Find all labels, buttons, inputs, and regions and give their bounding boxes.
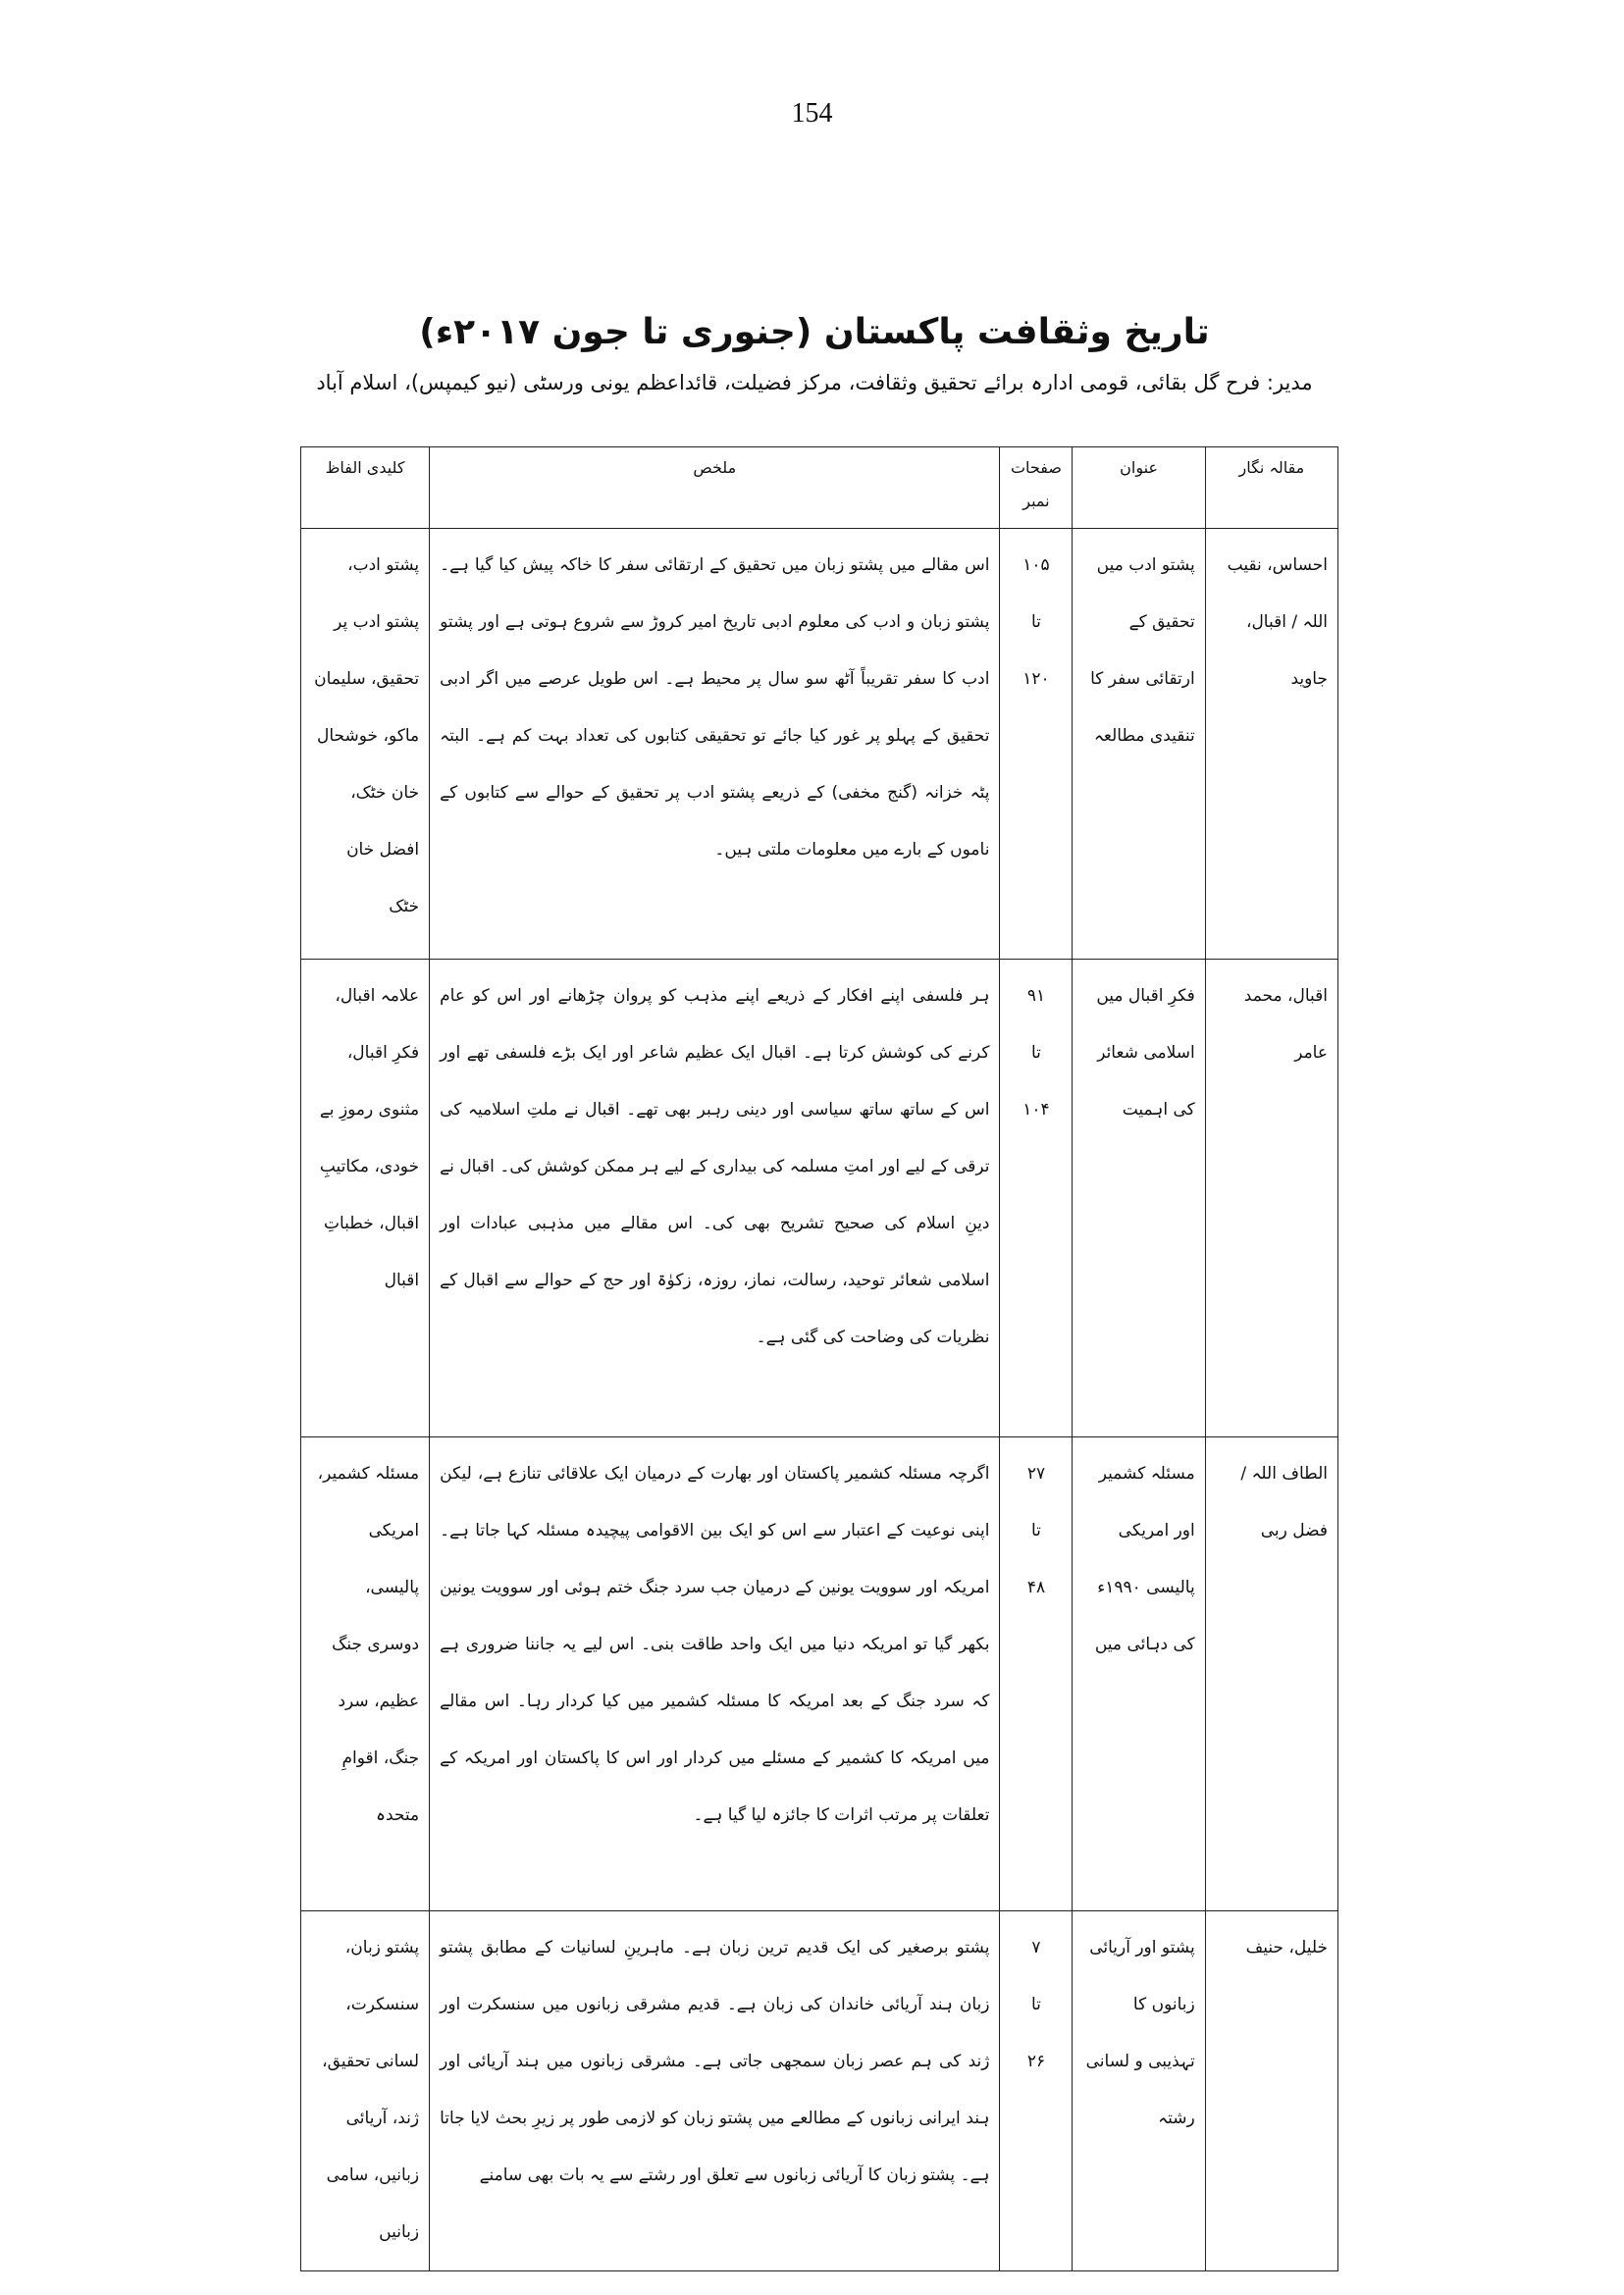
- pages-to: ۴۸: [1026, 1578, 1046, 1597]
- cell-author: خلیل، حنیف: [1205, 1911, 1337, 2271]
- cell-keywords: علامہ اقبال، فکرِ اقبال، مثنوی رموزِ بے خودی، مکاتیبِ اقبال، خطباتِ اقبال: [301, 960, 430, 1437]
- pages-separator: تا: [1030, 1043, 1041, 1063]
- header-title: عنوان: [1073, 447, 1205, 529]
- cell-summary: اس مقالے میں پشتو زبان میں تحقیق کے ارتقائی سفر کا خاکہ پیش کیا گیا ہے۔ پشتو زبان و ادب کی معلوم ادبی تاریخ امیر کروڑ سے شروع ہوتی ہے اور پشتو ادب کا سفر تقریباً آٹھ سو سال پر محیط ہے۔ اس طویل عرصے میں اگر ادبی تحقیق کے پہلو پر غور کیا جائے تو تحقیقی کتابوں کی تعداد بہت کم ہے۔ البتہ پٹہ خزانہ (گنج مخفی) کے ذریعے پشتو ادب پر تحقیق کے حوالے سے کتابوں کے ناموں کے بارے میں معلومات ملتی ہیں۔: [430, 529, 1000, 960]
- pages-separator: تا: [1030, 1995, 1041, 2014]
- pages-separator: تا: [1030, 1521, 1041, 1540]
- header-pages: صفحات نمبر: [1000, 447, 1073, 529]
- table-header-row: [301, 447, 1338, 529]
- header-summary: ملخص: [430, 447, 1000, 529]
- cell-title: مسئلہ کشمیر اور امریکی پالیسی ۱۹۹۰ء کی دہائی میں: [1073, 1437, 1205, 1911]
- articles-table: [300, 446, 1338, 2271]
- pages-from: ۷: [1031, 1938, 1041, 1957]
- cell-author: الطاف اللہ / فضل ربی: [1205, 1437, 1337, 1911]
- cell-pages: [1000, 1911, 1073, 2271]
- cell-title: فکرِ اقبال میں اسلامی شعائر کی اہمیت: [1073, 960, 1205, 1437]
- cell-summary: پشتو برصغیر کی ایک قدیم ترین زبان ہے۔ ماہرینِ لسانیات کے مطابق پشتو زبان ہند آریائی خاندان کی زبان ہے۔ قدیم مشرقی زبانوں میں سنسکرت اور ژند کی ہم عصر زبان سمجھی جاتی ہے۔ مشرقی زبانوں میں ہند آریائی اور ہند ایرانی زبانوں کے مطالعے میں پشتو زبان کو لازمی طور پر زیرِ بحث لایا جاتا ہے۔ پشتو زبان کا آریائی زبانوں سے تعلق اور رشتے سے یہ بات بھی سامنے: [430, 1911, 1000, 2271]
- cell-keywords: پشتو ادب، پشتو ادب پر تحقیق، سلیمان ماکو، خوشحال خان خٹک، افضل خان خٹک: [301, 529, 430, 960]
- cell-summary: ہر فلسفی اپنے افکار کے ذریعے اپنے مذہب کو پروان چڑھانے اور اس کو عام کرنے کی کوشش کرتا ہے۔ اقبال ایک عظیم شاعر اور ایک بڑے فلسفی تھے اور اس کے ساتھ ساتھ سیاسی اور دینی رہبر بھی تھے۔ اقبال نے ملتِ اسلامیہ کی ترقی کے لیے اور امتِ مسلمہ کی بیداری کے لیے ہر ممکن کوشش کی۔ اقبال نے دینِ اسلام کی صحیح تشریح بھی کی۔ اس مقالے میں مذہبی عبادات اور اسلامی شعائر توحید، رسالت، نماز، روزہ، زکوٰۃ اور حج کے حوالے سے اقبال کے نظریات کی وضاحت کی گئی ہے۔: [430, 960, 1000, 1437]
- cell-title: پشتو ادب میں تحقیق کے ارتقائی سفر کا تنقیدی مطالعہ: [1073, 529, 1205, 960]
- cell-title: پشتو اور آریائی زبانوں کا تہذیبی و لسانی رشتہ: [1073, 1911, 1205, 2271]
- journal-title: تاریخ وثقافت پاکستان (جنوری تا جون ۲۰۱۷ء): [419, 312, 1210, 352]
- journal-subtitle: مدیر: فرح گل بقائی، قومی ادارہ برائے تحقیق وثقافت، مرکز فضیلت، قائداعظم یونی ورسٹی (نیو کیمپس)، اسلام آباد: [316, 371, 1313, 394]
- table-row: [301, 960, 1338, 1437]
- table-row: [301, 1911, 1338, 2271]
- pages-separator: تا: [1030, 612, 1041, 632]
- page-number: 154: [791, 98, 833, 129]
- pages-from: ۲۷: [1026, 1464, 1046, 1484]
- pages-to: ۱۰۴: [1022, 1100, 1050, 1120]
- cell-author: احساس، نقیب اللہ / اقبال، جاوید: [1205, 529, 1337, 960]
- cell-author: اقبال، محمد عامر: [1205, 960, 1337, 1437]
- pages-to: ۲۶: [1026, 2052, 1046, 2071]
- cell-pages: [1000, 960, 1073, 1437]
- header-keywords: کلیدی الفاظ: [301, 447, 430, 529]
- cell-pages: [1000, 1437, 1073, 1911]
- table-row: [301, 529, 1338, 960]
- header-author: مقالہ نگار: [1205, 447, 1337, 529]
- pages-from: ۱۰۵: [1022, 555, 1050, 575]
- cell-summary: اگرچہ مسئلہ کشمیر پاکستان اور بھارت کے درمیان ایک علاقائی تنازع ہے، لیکن اپنی نوعیت کے اعتبار سے اس کو ایک بین الاقوامی پیچیدہ مسئلہ کہا جاتا ہے۔ امریکہ اور سوویت یونین کے درمیان جب سرد جنگ ختم ہوئی اور سوویت یونین بکھر گیا تو امریکہ دنیا میں ایک واحد طاقت بنی۔ اس لیے یہ جاننا ضروری ہے کہ سرد جنگ کے بعد امریکہ کا مسئلہ کشمیر میں کیا کردار رہا۔ اس مقالے میں امریکہ کا کشمیر کے مسئلے میں کردار اور اس کا پاکستان اور امریکہ کے تعلقات پر مرتب اثرات کا جائزہ لیا گیا ہے۔: [430, 1437, 1000, 1911]
- pages-from: ۹۱: [1026, 986, 1046, 1006]
- table-row: [301, 1437, 1338, 1911]
- cell-keywords: مسئلہ کشمیر، امریکی پالیسی، دوسری جنگ عظیم، سرد جنگ، اقوامِ متحدہ: [301, 1437, 430, 1911]
- cell-pages: [1000, 529, 1073, 960]
- pages-to: ۱۲۰: [1022, 669, 1050, 689]
- cell-keywords: پشتو زبان، سنسکرت، لسانی تحقیق، ژند، آریائی زبانیں، سامی زبانیں: [301, 1911, 430, 2271]
- articles-table-container: [300, 446, 1338, 2271]
